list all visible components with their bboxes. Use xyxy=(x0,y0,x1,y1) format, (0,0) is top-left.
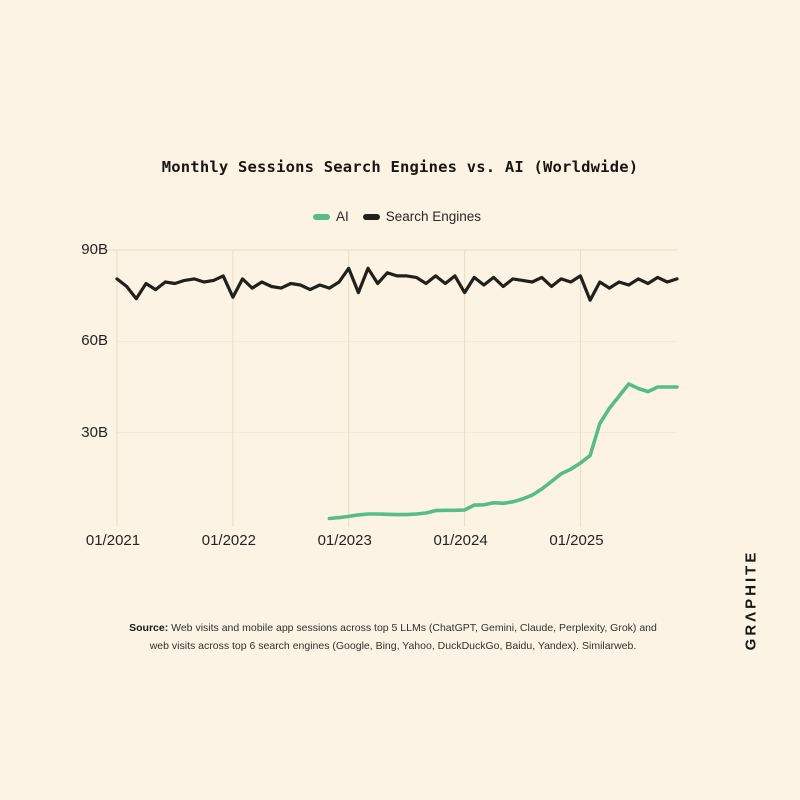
x-tick-label: 01/2021 xyxy=(85,532,141,549)
source-label: Source: xyxy=(129,622,169,634)
source-note xyxy=(128,619,658,656)
legend-label-ai: AI xyxy=(335,209,349,224)
y-tick-label: 90B xyxy=(81,241,108,258)
legend-swatch-ai xyxy=(313,214,330,220)
x-tick-label: 01/2025 xyxy=(549,532,604,549)
legend-item-search-engines xyxy=(363,209,481,224)
x-tick-label: 01/2023 xyxy=(317,532,372,549)
series-ai-line xyxy=(329,384,677,519)
gridlines xyxy=(88,250,677,527)
legend-item-ai xyxy=(313,209,349,224)
legend-label-search-engines: Search Engines xyxy=(385,209,482,224)
series-search-engines-line xyxy=(117,268,677,300)
chart-legend xyxy=(0,209,794,224)
brand-logo-graphite: GRΛPHITE xyxy=(742,549,760,651)
legend-swatch-search-engines xyxy=(363,214,380,220)
y-tick-label: 30B xyxy=(81,423,108,441)
y-tick-label: 60B xyxy=(81,332,108,350)
x-tick-label: 01/2024 xyxy=(433,532,488,549)
x-tick-label: 01/2022 xyxy=(201,532,256,549)
chart-title: Monthly Sessions Search Engines vs. AI (Worldwide) xyxy=(161,158,639,176)
source-text: Web visits and mobile app sessions across top 5 LLMs (ChatGPT, Gemini, Claude, Perplexity, Grok) and web visits across top 6 search engines (Google, Bing, Yahoo, DuckDuckGo, Baidu, Yandex). Similarweb. xyxy=(149,622,657,653)
